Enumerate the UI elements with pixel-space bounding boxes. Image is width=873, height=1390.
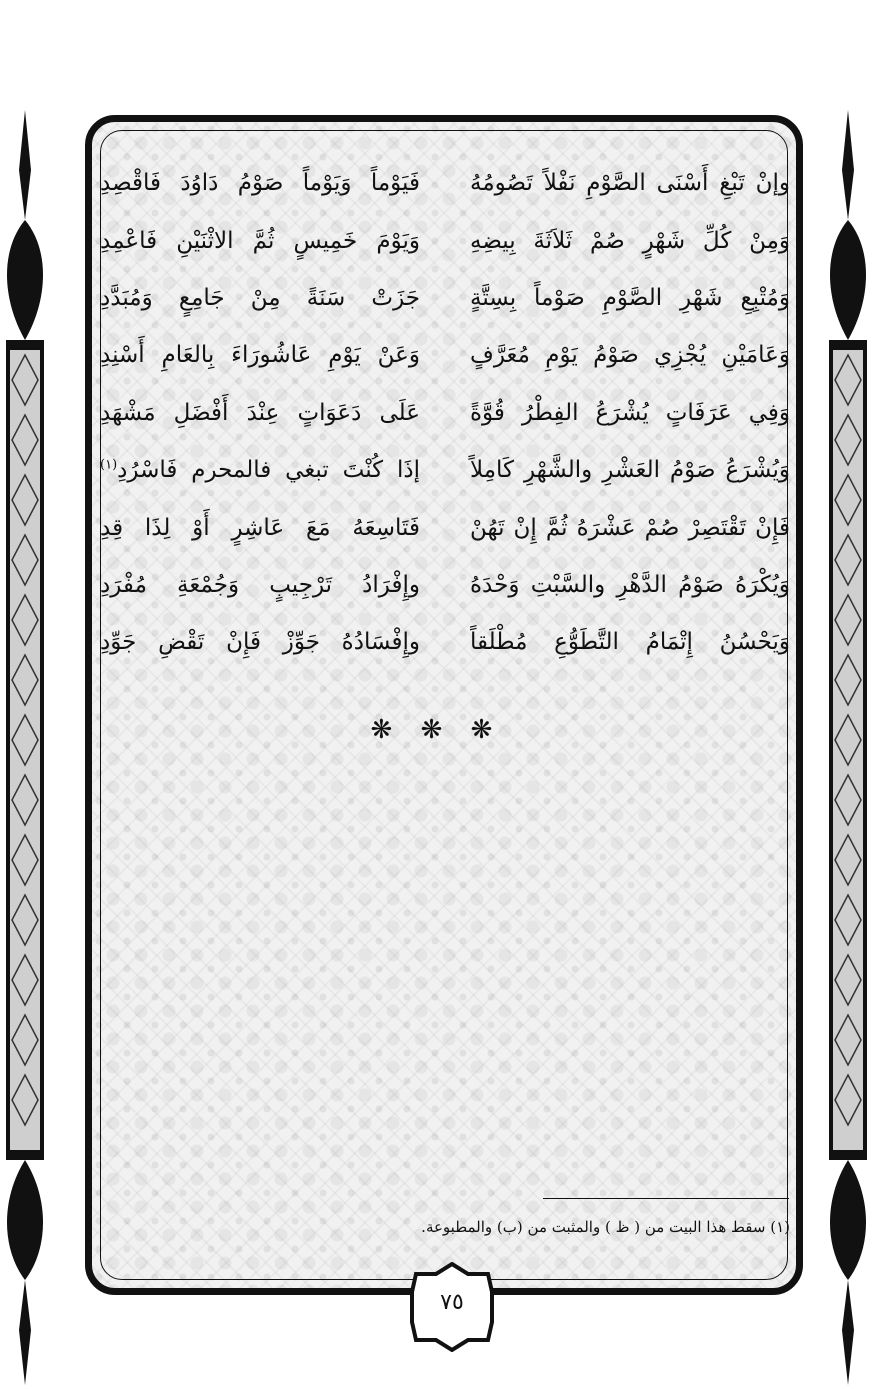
verse xyxy=(100,385,790,442)
verse-first-hemistich: وإنْ تَبْغِ أَسْنَى الصَّوْمِ نَفْلاً تَصُومُهُ xyxy=(470,170,790,197)
verse-first-hemistich: وَعَامَيْنِ يُجْزِي صَوْمُ يَوْمِ مُعَرَّفٍ xyxy=(470,342,790,369)
verse-second-hemistich: جَزَتْ سَنَةً مِنْ جَامِعٍ وَمُبَدَّدِ xyxy=(100,284,420,311)
poem xyxy=(100,155,790,672)
verse-first-hemistich: فَإِنْ تَقْتَصِرْ صُمْ عَشْرَهُ ثُمَّ إِنْ تَهُنْ xyxy=(470,514,790,541)
verse-second-hemistich: عَلَى دَعَوَاتٍ عِنْدَ أَفْضَلِ مَشْهَدِ xyxy=(100,399,420,426)
verse-first-hemistich: وَيَحْسُنُ إِتْمَامُ التَّطَوُّعِ مُطْلَقاً xyxy=(470,629,790,656)
footnote: (١) سقط هذا البيت من ( ظ ) والمثبت من (ب) والمطبوعة. xyxy=(421,1218,790,1236)
footnote-reference: (١) xyxy=(100,457,118,473)
verse xyxy=(100,155,790,212)
verse xyxy=(100,212,790,269)
left-arabesque-border xyxy=(0,110,50,1390)
verse-second-hemistich: وَيَوْمَ خَمِيسٍ ثُمَّ الاثْنَيْنِ فَاعْمِدِ xyxy=(100,227,420,254)
verse xyxy=(100,614,790,671)
footnote-divider xyxy=(543,1198,789,1199)
verse-second-hemistich-with-note xyxy=(100,459,420,482)
verse-second-hemistich: وَعَنْ يَوْمِ عَاشُورَاءَ بِالعَامِ أَسْنِدِ xyxy=(100,342,420,369)
verse xyxy=(100,270,790,327)
verse xyxy=(100,557,790,614)
verse-second-hemistich: وإِفْرَادُ تَرْجِيبٍ وَجُمْعَةِ مُفْرَدِ xyxy=(100,571,420,598)
verse-first-hemistich: وَيُكْرَهُ صَوْمُ الدَّهْرِ والسَّبْتِ وَحْدَهُ xyxy=(470,571,790,598)
right-arabesque-border xyxy=(823,110,873,1390)
verse-first-hemistich: وَمِنْ كُلِّ شَهْرٍ صُمْ ثَلاَثَةَ بِيضِهِ xyxy=(470,227,790,254)
section-separator: ❋ ❋ ❋ xyxy=(370,715,503,745)
verse-second-hemistich: فَيَوْماً وَيَوْماً صَوْمُ دَاوُدَ فَاقْصِدِ xyxy=(100,170,420,197)
verse-second-hemistich: وإِفْسَادُهُ جَوِّزْ فَإِنْ تَقْضِ جَوِّدِ xyxy=(100,629,420,656)
verse xyxy=(100,327,790,384)
verse xyxy=(100,499,790,556)
verse-second-hemistich: فَتَاسِعَهُ مَعَ عَاشِرٍ أَوْ لِذَا قِدِ xyxy=(100,514,420,541)
verse-first-hemistich: وَيُشْرَعُ صَوْمُ العَشْرِ والشَّهْرِ كَامِلاً xyxy=(470,457,790,484)
verse-first-hemistich: وَمُتْبِعِ شَهْرِ الصَّوْمِ صَوْماً بِسِتَّةٍ xyxy=(470,284,790,311)
verse xyxy=(100,442,790,499)
verse-second-hemistich-text: إذَا كُنْتَ تبغي فالمحرم فَاسْرُدِ xyxy=(117,457,420,484)
verse-first-hemistich: وَفِي عَرَفَاتٍ يُشْرَعُ الفِطْرُ قُوَّةً xyxy=(470,399,790,426)
page-number: ٧٥ xyxy=(440,1290,464,1315)
